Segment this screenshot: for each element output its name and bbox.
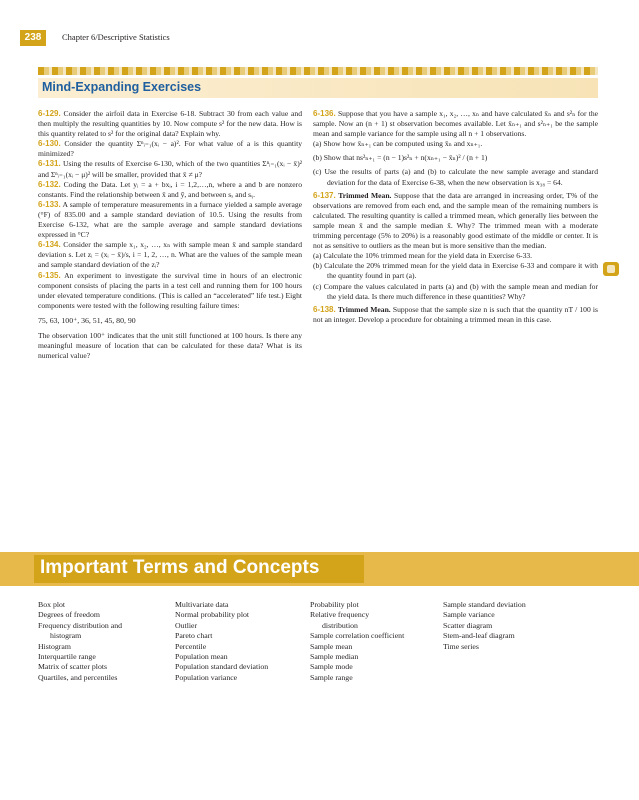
exercise-6-133: 6-133. A sample of temperature measurements in a furnace yielded a sample average (°F) of 835.00 and a sample standard deviation of 10.5. Using the results from Exercise 6-132, what are the sample average and sample standard deviations expressed in °C? — [38, 199, 303, 240]
exercise-6-134: 6-134. Consider the sample x₁, x₂, …, xₙ with sample mean x̄ and sample standard deviation s. Let zᵢ = (xᵢ − x̄)/s, i = 1, 2, …, n. What are the values of the sample mean and sample standard deviation of the zᵢ? — [38, 240, 302, 270]
exercise-6-136: 6-136. Suppose that you have a sample x₁, x₂, …, xₙ and have calculated x̄ₙ and s²ₙ for the sample. Now an (n + 1) st observation becomes available. Let x̄ₙ₊₁ and s²ₙ₊₁ be the sample mean and sample variance for the sample using all n + 1 observations. — [313, 109, 599, 139]
side-tab-icon — [603, 262, 619, 276]
exercise-6-135: 6-135. An experiment to investigate the survival time in hours of an electronic component consists of placing the parts in a test cell and running them for 100 hours under elevated temperature conditions. (This is called an “accelerated” life test.) Eight components were tested with the following resulting failure times: — [38, 270, 302, 310]
section-title: Mind-Expanding Exercises — [42, 80, 202, 94]
term: Stem-and-leaf diagram — [443, 631, 515, 641]
terms-column-1 — [38, 600, 122, 683]
exercise-6-136-c: (c) Use the results of parts (a) and (b) to calculate the new sample average and standard deviation for the data of Exercise 6-38, when the new observation is x₃₈ = 64. — [313, 167, 598, 187]
term: Degrees of freedom — [38, 610, 100, 620]
term: Quartiles, and percentiles — [38, 672, 118, 682]
term: Sample mean — [310, 641, 353, 651]
term: Normal probability plot — [175, 610, 250, 620]
term: Population mean — [175, 652, 228, 662]
term: Sample standard deviation — [443, 600, 526, 609]
chapter-title: Chapter 6/Descriptive Statistics — [62, 32, 170, 42]
exercise-6-137: 6-137. Trimmed Mean. Suppose that the data are arranged in increasing order, T% of the observations are removed from each end, and the sample mean of the remaining numbers is calculated. The resulting quantity is called a trimmed mean, which generally lies between the sample mean x̄ and the sample median x̃. Why? The trimmed mean with a moderate trimming percentage (5% to 20%) is a reasonably good estimate of the middle or center. It is not as sensitive to outliers as the mean but is more sensitive than the median. — [313, 190, 598, 251]
failure-times: 75, 63, 100⁺, 36, 51, 45, 80, 90 — [38, 315, 136, 325]
term: Frequency distribution and — [38, 620, 123, 630]
term: Multivariate data — [175, 600, 229, 609]
exercise-6-138: 6-138. Trimmed Mean. Suppose that the sample size n is such that the quantity nT / 100 is not an integer. Develop a procedure for obtaining a trimmed mean in this case. — [313, 304, 598, 324]
term: Sample variance — [443, 610, 495, 620]
term: Interquartile range — [38, 652, 96, 662]
term: Box plot — [38, 600, 66, 609]
term: Sample median — [310, 652, 359, 662]
terms-title: Important Terms and Concepts — [40, 557, 320, 578]
term: Outlier — [175, 620, 198, 630]
exercise-6-136-b: (b) Show that ns²ₙ₊₁ = (n − 1)s²ₙ + n(xₙ₊₁ − x̄ₙ)² / (n + 1) — [313, 153, 488, 163]
exercise-6-132: 6-132. Coding the Data. Let yᵢ = a + bxᵢ, i = 1,2,…,n, where a and b are nonzero constants. Find the relationship between x̄ and ȳ, and between sₓ and sᵧ. — [38, 179, 302, 199]
term: Scatter diagram — [443, 620, 493, 630]
exercise-6-131: 6-131. Using the results of Exercise 6-130, which of the two quantities Σⁿᵢ₌₁(xᵢ − x̄)² and Σⁿᵢ₌₁(xᵢ − μ)² will be smaller, provided that x̄ ≠ μ? — [38, 159, 303, 179]
term: Probability plot — [310, 600, 359, 609]
term: Population variance — [175, 672, 238, 682]
term: Population standard deviation — [175, 662, 269, 672]
term: Time series — [443, 641, 479, 651]
term: Sample mode — [310, 662, 353, 672]
term: Relative frequency — [310, 610, 370, 620]
term: Matrix of scatter plots — [38, 662, 108, 672]
exercise-6-137-b: (b) Calculate the 20% trimmed mean for the yield data in Exercise 6-33 and compare it with the quantity found in part (a). — [313, 261, 598, 281]
term: Percentile — [175, 641, 207, 651]
decorative-stripe — [38, 67, 598, 75]
exercise-6-129: 6-129. Consider the airfoil data in Exercise 6-18. Subtract 30 from each value and then multiply the resulting quantities by 10. Now compute s² for the new data. How is this quantity related to s² for the original data? Explain why. — [38, 109, 302, 139]
term: histogram — [50, 631, 82, 641]
exercise-6-137-a: (a) Calculate the 10% trimmed mean for the yield data in Exercise 6-33. — [313, 251, 533, 261]
exercise-6-136-a: (a) Show how x̄ₙ₊₁ can be computed using x̄ₙ and xₙ₊₁. — [313, 139, 483, 149]
exercise-6-130: 6-130. Consider the quantity Σⁿᵢ₌₁(xᵢ − a)². For what value of a is this quantity minimized? — [38, 139, 302, 159]
exercise-6-137-c: (c) Compare the values calculated in parts (a) and (b) with the sample mean and median for the yield data. Is there much difference in these quantities? Why? — [313, 281, 598, 301]
left-column — [38, 109, 302, 361]
term: Histogram — [38, 641, 71, 651]
terms-column-2 — [175, 600, 268, 683]
right-column — [313, 109, 598, 325]
terms-column-3 — [310, 600, 404, 683]
term: Pareto chart — [175, 631, 213, 641]
term: distribution — [322, 620, 358, 630]
term: Sample range — [310, 672, 353, 682]
page-number: 238 — [20, 30, 46, 46]
terms-column-4 — [443, 600, 526, 652]
term: Sample correlation coefficient — [310, 631, 405, 641]
exercise-6-135-tail: The observation 100⁺ indicates that the unit still functioned at 100 hours. Is there any meaningful measure of location that can be calculated for these data? What is its numerical value? — [38, 330, 302, 361]
